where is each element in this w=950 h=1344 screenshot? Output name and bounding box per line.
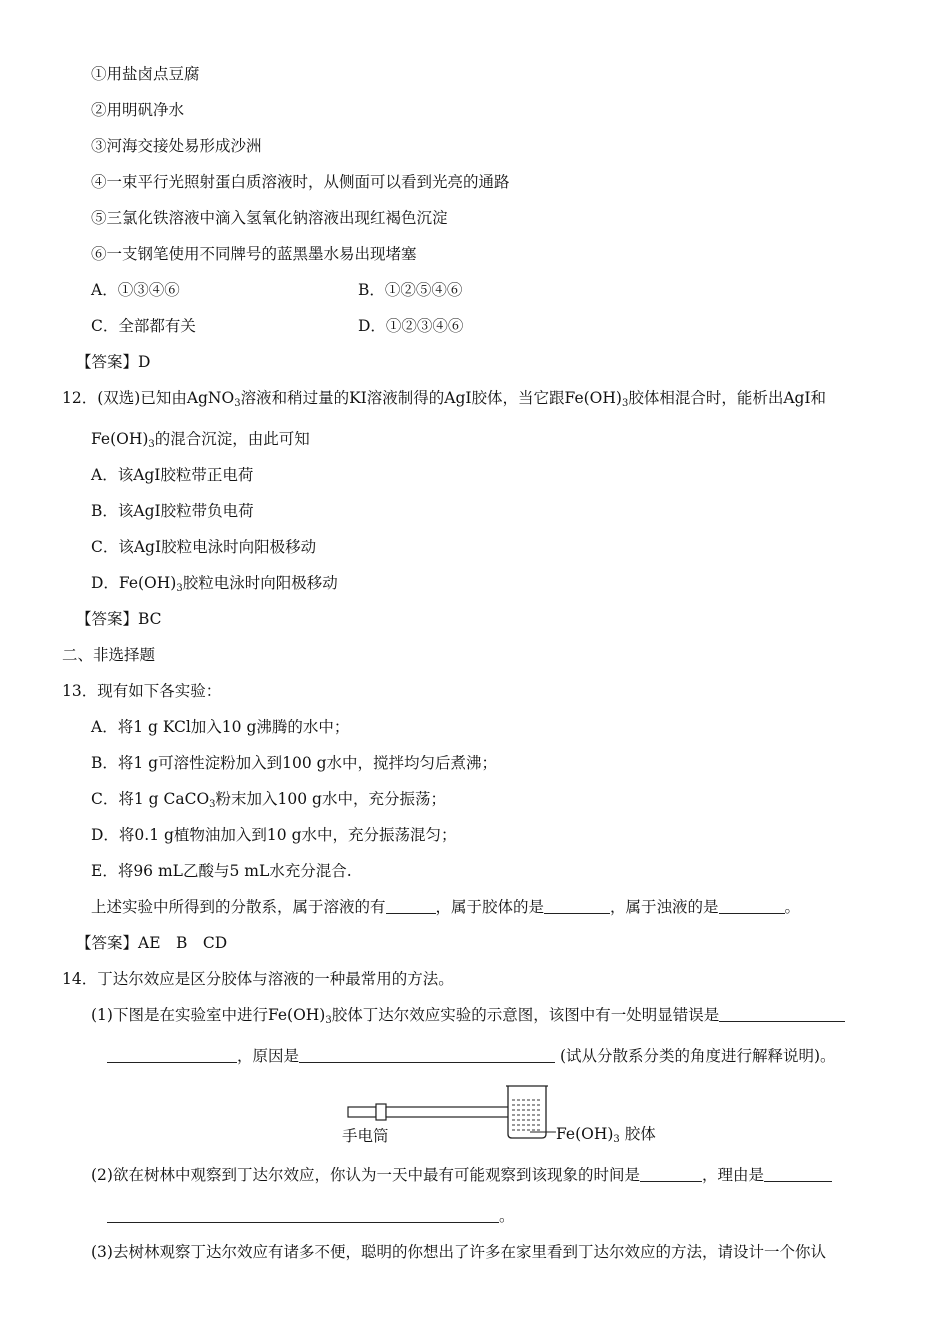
q12-answer: 【答案】BC bbox=[76, 610, 162, 628]
q11-item-6: ⑥一支钢笔使用不同牌号的蓝黑墨水易出现堵塞 bbox=[91, 245, 417, 263]
tyndall-figure bbox=[330, 1080, 670, 1150]
q12-option-a: A．该AgI胶粒带正电荷 bbox=[91, 466, 254, 484]
q12-stem-line1: 12．(双选)已知由AgNO$_3$溶液和稍过量的KI溶液制得的AgI胶体，当它跟$Fe(OH)_3$胶体相混合时，能析出AgI和 bbox=[62, 389, 827, 409]
q11-item-4: ④一束平行光照射蛋白质溶液时，从侧面可以看到光亮的通路 bbox=[91, 173, 510, 191]
q13-stem: 13．现有如下各实验： bbox=[62, 682, 222, 700]
q13-blank-suspension[interactable] bbox=[719, 898, 785, 914]
flashlight-label: 手电筒 bbox=[342, 1127, 389, 1145]
section-heading: 二、非选择题 bbox=[62, 646, 156, 664]
q13-answer: 【答案】AE B CD bbox=[76, 934, 228, 952]
q11-option-a: A．①③④⑥ bbox=[91, 281, 180, 299]
flashlight-head bbox=[376, 1104, 386, 1120]
q13-option-e: E．将96 mL乙酸与5 mL水充分混合. bbox=[91, 862, 352, 880]
q11-answer: 【答案】D bbox=[76, 353, 151, 371]
q14-blank-time[interactable] bbox=[640, 1166, 702, 1182]
q14-part1-line1: (1)下图是在实验室中进行$Fe(OH)_3$胶体丁达尔效应实验的示意图，该图中有一处明显错误是 bbox=[91, 1005, 845, 1025]
q14-part3: (3)去树林观察丁达尔效应有诸多不便，聪明的你想出了许多在家里看到丁达尔效应的方法，请设计一个你认 bbox=[91, 1243, 826, 1261]
q11-item-2: ②用明矾净水 bbox=[91, 101, 185, 119]
q11-option-c: C．全部都有关 bbox=[91, 317, 196, 335]
q14-blank-reason[interactable] bbox=[299, 1047, 555, 1063]
q11-item-3: ③河海交接处易形成沙洲 bbox=[91, 137, 262, 155]
q14-blank-reason2-cont[interactable] bbox=[107, 1207, 499, 1223]
q14-part1-line2: ，原因是 (试从分散系分类的角度进行解释说明)。 bbox=[107, 1046, 836, 1066]
q14-part2-line1: (2)欲在树林中观察到丁达尔效应，你认为一天中最有可能观察到该现象的时间是 ，理由是 bbox=[91, 1165, 832, 1185]
q13-blank-solution[interactable] bbox=[386, 898, 436, 914]
q11-option-d: D．①②③④⑥ bbox=[358, 317, 464, 335]
q14-part2-line2: 。 bbox=[107, 1206, 515, 1226]
q13-option-d: D．将0.1 g植物油加入到10 g水中，充分振荡混匀； bbox=[91, 826, 457, 844]
q14-stem: 14．丁达尔效应是区分胶体与溶液的一种最常用的方法。 bbox=[62, 970, 454, 988]
q12-option-d: D．$Fe(OH)_3$胶粒电泳时向阳极移动 bbox=[91, 574, 338, 594]
q13-option-c: C．将1 g CaCO$_3$粉末加入100 g水中，充分振荡； bbox=[91, 790, 446, 810]
q11-item-5: ⑤三氯化铁溶液中滴入氢氧化钠溶液出现红褐色沉淀 bbox=[91, 209, 448, 227]
q14-blank-reason2[interactable] bbox=[764, 1166, 832, 1182]
q13-option-a: A．将1 g KCl加入10 g沸腾的水中； bbox=[91, 718, 350, 736]
light-beam bbox=[386, 1107, 516, 1117]
q12-option-c: C．该AgI胶粒电泳时向阳极移动 bbox=[91, 538, 317, 556]
flashlight-body bbox=[348, 1107, 376, 1117]
q14-blank-error-cont[interactable] bbox=[107, 1047, 237, 1063]
q14-blank-error[interactable] bbox=[719, 1006, 845, 1022]
q11-option-b: B．①②⑤④⑥ bbox=[358, 281, 463, 299]
q12-option-b: B．该AgI胶粒带负电荷 bbox=[91, 502, 254, 520]
q11-item-1: ①用盐卤点豆腐 bbox=[91, 65, 200, 83]
q13-fill-line: 上述实验中所得到的分散系，属于溶液的有 ，属于胶体的是 ，属于浊液的是 。 bbox=[91, 898, 801, 916]
q12-stem-line2: $Fe(OH)_3$的混合沉淀，由此可知 bbox=[91, 430, 310, 450]
q13-blank-colloid[interactable] bbox=[544, 898, 610, 914]
colloid-label: $Fe(OH)_3$ 胶体 bbox=[556, 1125, 656, 1145]
q13-option-b: B．将1 g可溶性淀粉加入到100 g水中，搅拌均匀后煮沸； bbox=[91, 754, 498, 772]
